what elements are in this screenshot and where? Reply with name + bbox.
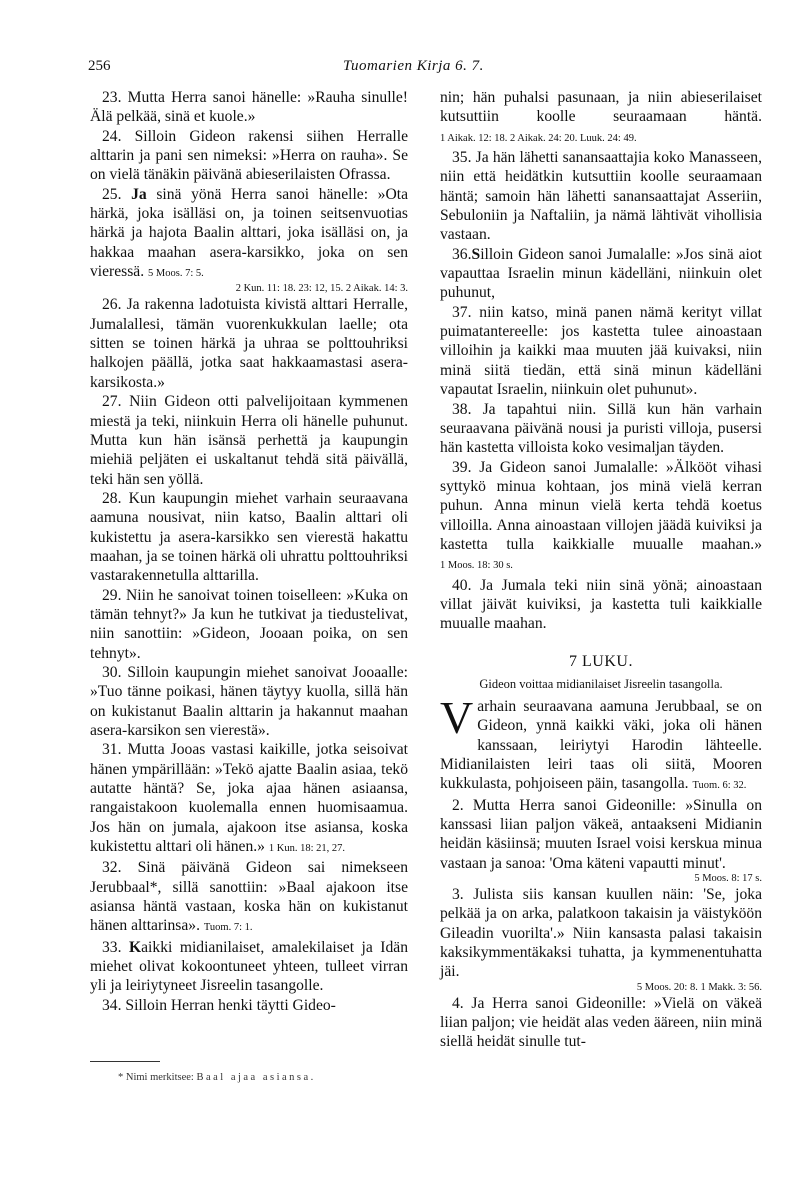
verse-33-text: aikki midianilaiset, amalekilaiset ja Idän miehet olivat kokoontuneet yhteen, tulleet virran yli ja leiriytyneet Jisreelin tasangolle. [90, 938, 408, 995]
verse-32-reference: Tuom. 7: 1. [203, 922, 253, 934]
verse-34-continued-text: nin; hän puhalsi pasunaan, ja niin abieserilaiset kutsuttiin koolle seuraamaan häntä. [440, 89, 762, 126]
verse-39 [440, 458, 762, 576]
footnote-rule [90, 1061, 160, 1062]
chapter-7-verse-1 [440, 691, 762, 796]
footnote-meaning: Baal ajaa asiansa. [196, 1072, 316, 1083]
chapter-7-verse-1-text: arhain seuraavana aamuna Jerubbaal, se on Gideon, ynnä kaikki väki, joka oli hänen kanssaan, leiriytyi Harodin lähteelle. Midianilaisten leiri taas oli siitä, Mooren kukkulasta, pohjoiseen päin, tasangolla. [440, 697, 762, 793]
verse-28: 28. Kun kaupungin miehet varhain seuraavana aamuna nousivat, niin katso, Baalin alttari oli kukistettu ja asera-karsikko sen vierestä hakattu maahan, ja se toinen härkä oli uhrattu polttouhriksi vastarakennetulla alttarilla. [90, 489, 408, 585]
verse-32 [90, 858, 408, 937]
verse-39-reference: 1 Moos. 18: 30 s. [440, 560, 513, 572]
verse-25-reference-line: 2 Kun. 11: 18. 23: 12, 15. 2 Aikak. 14: 3. [235, 283, 408, 295]
left-column [90, 88, 408, 1015]
verse-34-reference: 1 Aikak. 12: 18. 2 Aikak. 24: 20. Luuk. 24: 49. [440, 132, 637, 144]
verse-24: 24. Silloin Gideon rakensi siihen Herralle alttarin ja pani sen nimeksi: »Herra on rauha». Se on vielä tänäkin päivänä abieserilaisten Ofrassa. [90, 127, 408, 184]
verse-32-text: 32. Sinä päivänä Gideon sai nimekseen Jerubbaal*, sillä sanottiin: »Baal ajakoon itse asiansa häntä vastaan, koska hän on kukistanut hänen alttarinsa». [90, 859, 408, 935]
verse-25-text: sinä yönä Herra sanoi hänelle: »Ota härkä, joka isälläsi on, ja toinen seitsenvuotias härkä ja hajota Baalin alttari, joka isälläsi on, ja hakkaa maahan asera-karsikko, joka on sen vieressä. [90, 185, 408, 281]
verse-33-number: 33. [102, 938, 129, 956]
verse-36-number: 36. [452, 245, 472, 263]
verse-33-bold-start: K [129, 938, 142, 956]
page-header [88, 58, 736, 84]
verse-25 [90, 185, 408, 284]
verse-40: 40. Ja Jumala teki niin sinä yönä; ainoastaan villat jäivät kuiviksi, ja kastetta tuli kaikkialle muualle maahan. [440, 576, 762, 633]
verse-26: 26. Ja rakenna ladotuista kivistä alttari Herralle, Jumalallesi, tämän vuorenkukkulan laelle; ota sitten se toinen härkä ja uhraa se polttouhriksi halkojen päällä, jotka saat hakkaamastasi asera-karsikosta.» [90, 296, 408, 391]
verse-38: 38. Ja tapahtui niin. Sillä kun hän varhain seuraavana päivänä nousi ja puristi villoja, pusersi hän kastetta villoista koko vesimaljan täyden. [440, 400, 762, 457]
verse-31 [90, 740, 408, 858]
verse-36-text: illoin Gideon sanoi Jumalalle: »Jos sinä aiot vapauttaa Israelin minun kädelläni, niinkuin olet puhunut, [440, 245, 762, 302]
footnote-prefix: * Nimi merkitsee: [118, 1072, 194, 1083]
verse-36 [440, 245, 762, 303]
drop-cap: V [440, 691, 474, 743]
verse-27: 27. Niin Gideon otti palvelijoitaan kymmenen miestä ja teki, niinkuin Herra oli hänelle puhunut. Mutta kun hän isänsä perhettä ja kaupungin miehiä peljäten ei uskaltanut tehdä sitä päivällä, teki hän sen yöllä. [90, 393, 408, 488]
verse-36-bold-start: S [471, 245, 481, 263]
verse-31-text: 31. Mutta Jooas vastasi kaikille, jotka seisoivat hänen ympärillään: »Tekö ajatte Baalin asiaa, tekö autatte häntä? Se, joka ajaa hänen asiaansa, rangaistakoon kuolemalla ennen huomisaamua. Jos hän on jumala, ajakoon itse asiansa, koska kukistettu alttari oli hänen.» [90, 741, 408, 856]
chapter-7-verse-2: 2. Mutta Herra sanoi Gideonille: »Sinulla on kanssasi liian paljon väkeä, antaakseni Midianin heidän käsiinsä; muuten Israel voisi kerskua minua vastaan ja sanoa: 'Oma käteni vapautti minut'. [440, 796, 762, 872]
verse-23: 23. Mutta Herra sanoi hänelle: »Rauha sinulle! Älä pelkää, sinä et kuole.» [90, 89, 408, 126]
chapter-7-verse-4: 4. Ja Herra sanoi Gideonille: »Vielä on väkeä liian paljon; vie heidät alas veden ääreen, niin minä siellä heidät sinulle tut- [440, 994, 762, 1051]
verse-39-text: 39. Ja Gideon sanoi Jumalalle: »Älkööt vihasi syttykö minua kohtaan, jos minä vielä kerran puhun. Anna minun vielä kerta tehdä koetus villoilla. Anna ainoastaan villojen jäädä kuiviksi ja kastetta tulla kaikkialle muualle maahan.» [440, 458, 762, 553]
right-column [440, 88, 762, 1052]
verse-33 [90, 938, 408, 996]
chapter-subtitle: Gideon voittaa midianilaiset Jisreelin tasangolla. [479, 676, 723, 691]
page-number: 256 [88, 58, 111, 74]
chapter-7-verse-3: 3. Julista siis kansan kuullen näin: 'Se, joka pelkää ja on arka, palatkoon takaisin ja väistyköön Gileadin vuorilta'.» Niin kansasta palasi takaisin kaksikymmentäkaksi tuhatta, ja kymmenentuhatta jäi. [440, 886, 762, 981]
verse-37: 37. niin katso, minä panen nämä kerityt villat puimatantereelle: jos kastetta tulee ainoastaan villoihin ja kaikki maa muuten jää kuivaksi, niin minä siitä tiedän, että sinä minun kädelläni vapautat Israelin, niinkuin olet puhunut». [440, 303, 762, 399]
verse-30: 30. Silloin kaupungin miehet sanoivat Jooaalle: »Tuo tänne poikasi, hänen täytyy kuolla, sillä hän on kukistanut Baalin alttarin ja hakannut maahan asera-karsikon sen vierestä». [90, 663, 408, 739]
verse-25-number: 25. [102, 185, 132, 203]
verse-25-bold-start: Ja [131, 185, 147, 203]
chapter-7-verse-1-reference: Tuom. 6: 32. [692, 780, 747, 792]
chapter-7-verse-2-reference: 5 Moos. 8: 17 s. [694, 873, 762, 885]
verse-34-continued [440, 88, 762, 148]
verse-29: 29. Niin he sanoivat toinen toiselleen: »Kuka on tämän tehnyt?» Ja kun he tutkivat ja tiedustelivat, niin sanottiin: »Gideon, Jooaan poika, on sen tehnyt». [90, 586, 408, 662]
verse-25-reference: 5 Moos. 7: 5. [148, 268, 204, 280]
verse-34: 34. Silloin Herran henki täytti Gideo- [102, 996, 336, 1014]
verse-31-reference: 1 Kun. 18: 21, 27. [268, 843, 345, 855]
running-title: Tuomarien Kirja 6. 7. [343, 58, 484, 74]
verse-35: 35. Ja hän lähetti sanansaattajia koko Manasseen, niin että heidätkin kutsuttiin koolle seuraamaan häntä; samoin hän lähetti sanansaattajat Asseriin, Sebuloniin ja Naftaliin, ja nämä lähtivät vihollisia vastaan. [440, 149, 762, 244]
chapter-7-verse-3-reference: 5 Moos. 20: 8. 1 Makk. 3: 56. [636, 981, 762, 993]
footnote [118, 1072, 316, 1083]
chapter-title: 7 LUKU. [569, 652, 633, 670]
